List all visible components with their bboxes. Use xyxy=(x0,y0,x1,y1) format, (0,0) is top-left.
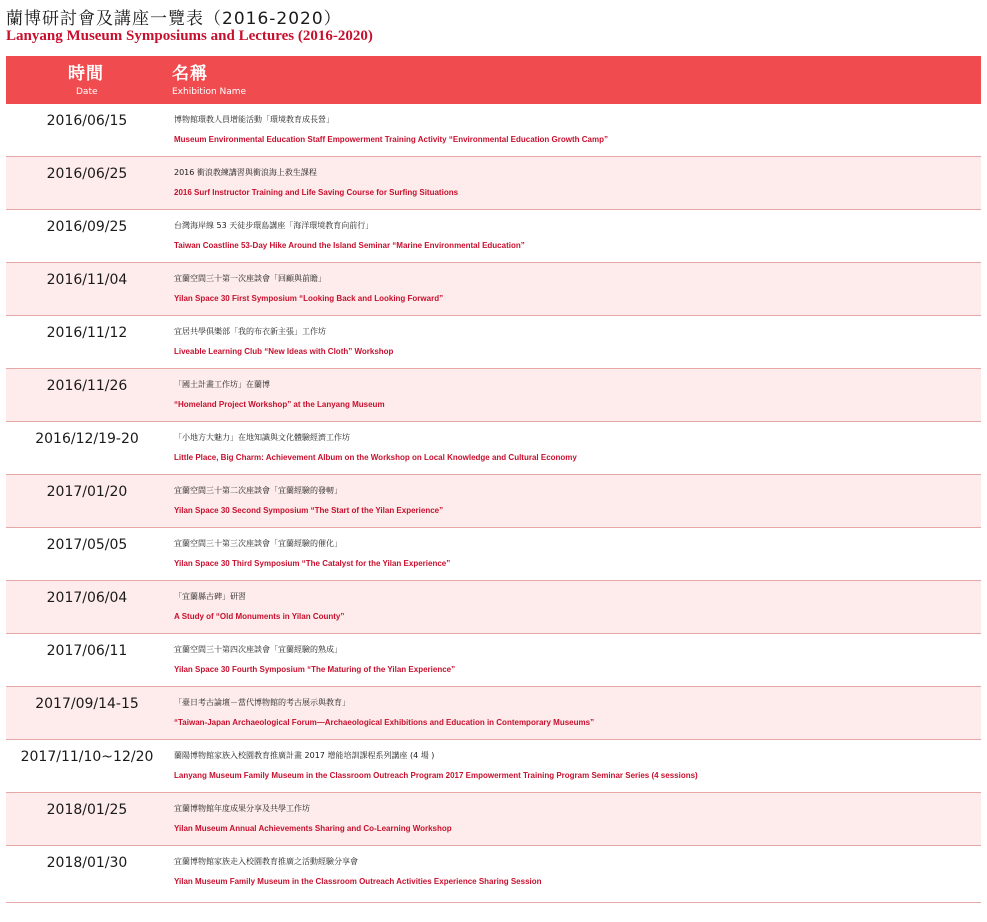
row-date: 2017/01/20 xyxy=(46,484,128,500)
row-name-chinese: 宜蘭空間三十第四次座談會「宜蘭經驗的熟成」 xyxy=(174,645,342,654)
row-name xyxy=(174,216,975,254)
row-name-english: Lanyang Museum Family Museum in the Classroom Outreach Program 2017 Empowerment Training Program Seminar Series (4 sessions) xyxy=(174,771,698,780)
row-name-english: “Taiwan-Japan Archaeological Forum—Archaeological Exhibitions and Education in Contemporary Museums” xyxy=(174,718,595,727)
row-name-english: Taiwan Coastline 53-Day Hike Around the Island Seminar “Marine Environmental Education” xyxy=(174,241,525,250)
row-name-chinese: 蘭陽博物館家族入校園教育推廣計畫 2017 增能培訓課程系列講座 (4 場 ) xyxy=(174,751,435,760)
row-date: 2016/06/15 xyxy=(46,113,128,129)
row-name-chinese: 博物館環教人員增能活動「環境教育成長營」 xyxy=(174,115,334,124)
header-name-english: Exhibition Name xyxy=(172,87,247,97)
row-name-english: Yilan Museum Family Museum in the Classroom Outreach Activities Experience Sharing Session xyxy=(174,877,542,886)
row-date: 2017/05/05 xyxy=(46,537,128,553)
row-name-english: Little Place, Big Charm: Achievement Album on the Workshop on Local Knowledge and Cultural Economy xyxy=(174,453,577,462)
row-name-english: Yilan Space 30 Fourth Symposium “The Maturing of the Yilan Experience” xyxy=(174,665,456,674)
table-header xyxy=(6,56,981,104)
table-row xyxy=(6,210,981,263)
table-row xyxy=(6,157,981,210)
row-name-chinese: 宜蘭空間三十第三次座談會「宜蘭經驗的催化」 xyxy=(174,539,342,548)
row-name-chinese: 「臺日考古論壇－當代博物館的考古展示與教育」 xyxy=(174,698,350,707)
row-name-english: 2016 Surf Instructor Training and Life Saving Course for Surfing Situations xyxy=(174,188,459,197)
table-row xyxy=(6,581,981,634)
table-row xyxy=(6,263,981,316)
table-row xyxy=(6,369,981,422)
row-name xyxy=(174,481,975,519)
row-date: 2016/09/25 xyxy=(46,219,128,235)
row-date: 2017/09/14-15 xyxy=(35,696,139,712)
row-name-english: Yilan Space 30 Second Symposium “The Start of the Yilan Experience” xyxy=(174,506,444,515)
header-date-english: Date xyxy=(76,87,98,97)
row-name xyxy=(174,269,975,307)
table-row xyxy=(6,793,981,846)
page-title-english: Lanyang Museum Symposiums and Lectures (2016-2020) xyxy=(6,28,373,44)
row-name xyxy=(174,640,975,678)
table-row xyxy=(6,740,981,793)
row-date: 2016/12/19-20 xyxy=(35,431,139,447)
row-name xyxy=(174,693,975,731)
row-name-chinese: 「宜蘭縣古碑」研習 xyxy=(174,592,246,601)
row-name-chinese: 宜居共學俱樂部「我的布衣新主張」工作坊 xyxy=(174,327,326,336)
table-body xyxy=(6,104,981,903)
row-name-english: Yilan Space 30 First Symposium “Looking Back and Looking Forward” xyxy=(174,294,444,303)
table-row xyxy=(6,104,981,157)
row-name xyxy=(174,746,975,784)
row-name xyxy=(174,375,975,413)
row-name-chinese: 宜蘭空間三十第一次座談會「回顧與前瞻」 xyxy=(174,274,326,283)
table-row xyxy=(6,634,981,687)
table-row xyxy=(6,475,981,528)
row-name xyxy=(174,110,975,148)
row-name-chinese: 「國土計畫工作坊」在蘭博 xyxy=(174,380,270,389)
row-date: 2017/06/11 xyxy=(46,643,128,659)
row-name-chinese: 宜蘭博物館家族走入校園教育推廣之活動經驗分享會 xyxy=(174,857,358,866)
row-name-chinese: 宜蘭空間三十第二次座談會「宜蘭經驗的發軔」 xyxy=(174,486,342,495)
row-name xyxy=(174,799,975,837)
row-name-chinese: 宜蘭博物館年度成果分享及共學工作坊 xyxy=(174,804,310,813)
row-name-english: “Homeland Project Workshop” at the Lanyang Museum xyxy=(174,400,385,409)
row-name xyxy=(174,587,975,625)
table-row xyxy=(6,316,981,369)
row-date: 2018/01/30 xyxy=(46,855,128,871)
row-name-english: A Study of “Old Monuments in Yilan County” xyxy=(174,612,345,621)
table-row xyxy=(6,846,981,903)
page-title-chinese: 蘭博研討會及講座一覽表（2016-2020） xyxy=(6,9,342,29)
row-name xyxy=(174,163,975,201)
row-date: 2016/11/26 xyxy=(46,378,128,394)
table-row xyxy=(6,528,981,581)
row-date: 2016/11/12 xyxy=(46,325,128,341)
row-date: 2016/11/04 xyxy=(46,272,128,288)
header-name-chinese: 名稱 xyxy=(172,64,208,84)
row-name-english: Yilan Space 30 Third Symposium “The Catalyst for the Yilan Experience” xyxy=(174,559,451,568)
row-name-chinese: 台灣海岸線 53 天徒步環島講座「海洋環境教育向前行」 xyxy=(174,221,374,230)
row-date: 2017/11/10~12/20 xyxy=(20,749,154,765)
table-row xyxy=(6,687,981,740)
row-name-chinese: 2016 衝浪教練講習與衝浪海上救生課程 xyxy=(174,168,317,177)
row-date: 2016/06/25 xyxy=(46,166,128,182)
symposium-table xyxy=(6,56,981,903)
row-name-english: Liveable Learning Club “New Ideas with Cloth” Workshop xyxy=(174,347,394,356)
row-name-english: Museum Environmental Education Staff Empowerment Training Activity “Environmental Education Growth Camp” xyxy=(174,135,608,144)
row-name xyxy=(174,534,975,572)
row-name-english: Yilan Museum Annual Achievements Sharing and Co-Learning Workshop xyxy=(174,824,452,833)
row-name xyxy=(174,428,975,466)
row-name-chinese: 「小地方大魅力」在地知識與文化體驗經濟工作坊 xyxy=(174,433,350,442)
header-date-chinese: 時間 xyxy=(68,64,104,84)
table-row xyxy=(6,422,981,475)
row-name xyxy=(174,322,975,360)
row-date: 2018/01/25 xyxy=(46,802,128,818)
row-date: 2017/06/04 xyxy=(46,590,128,606)
row-name xyxy=(174,852,975,890)
